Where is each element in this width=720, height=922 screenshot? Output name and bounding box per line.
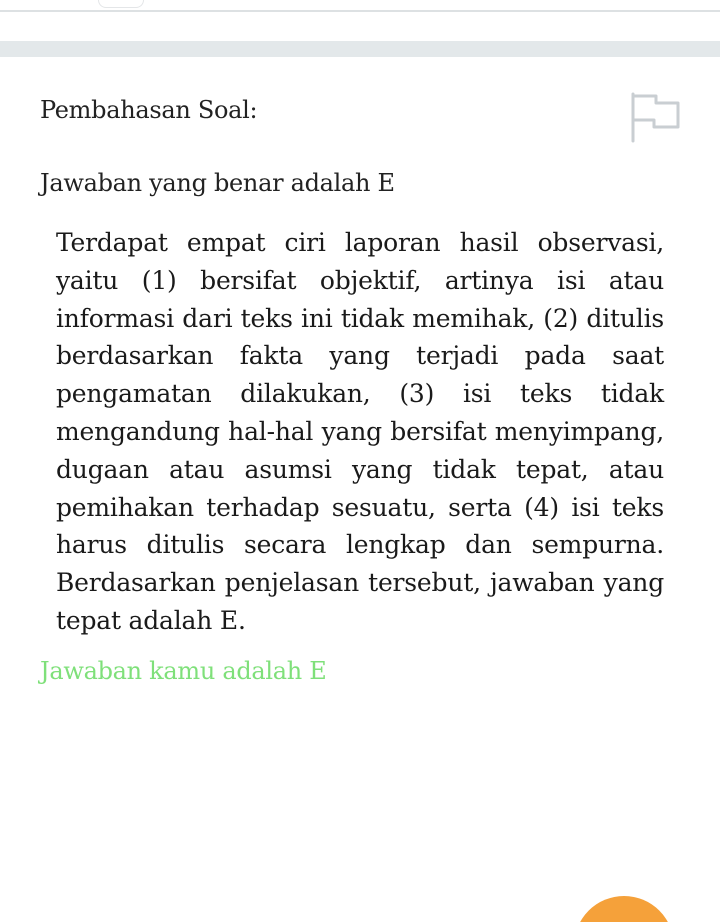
correct-answer-text: Jawaban yang benar adalah E [40, 169, 395, 197]
discussion-title: Pembahasan Soal: [40, 96, 258, 124]
section-divider [0, 41, 720, 57]
top-divider [0, 10, 720, 12]
report-flag-button[interactable] [630, 91, 682, 143]
explanation-text: Terdapat empat ciri laporan hasil observasi, yaitu (1) bersifat objektif, artinya isi atau informasi dari teks ini tidak memihak, (2) ditulis berdasarkan fakta yang terjadi pada saat pengamatan dilakukan, (3) isi teks tidak mengandung hal-hal yang bersifat menyimpang, dugaan atau asumsi yang tidak tepat, atau pemihakan terhadap sesuatu, serta (4) isi teks harus ditulis secara lengkap dan sempurna. Berdasarkan penjelasan tersebut, jawaban yang tepat adalah E. [56, 228, 664, 635]
flag-icon [630, 91, 682, 143]
your-answer-text: Jawaban kamu adalah E [40, 657, 327, 685]
floating-action-button[interactable] [574, 896, 674, 922]
top-tab-edge [98, 0, 144, 8]
